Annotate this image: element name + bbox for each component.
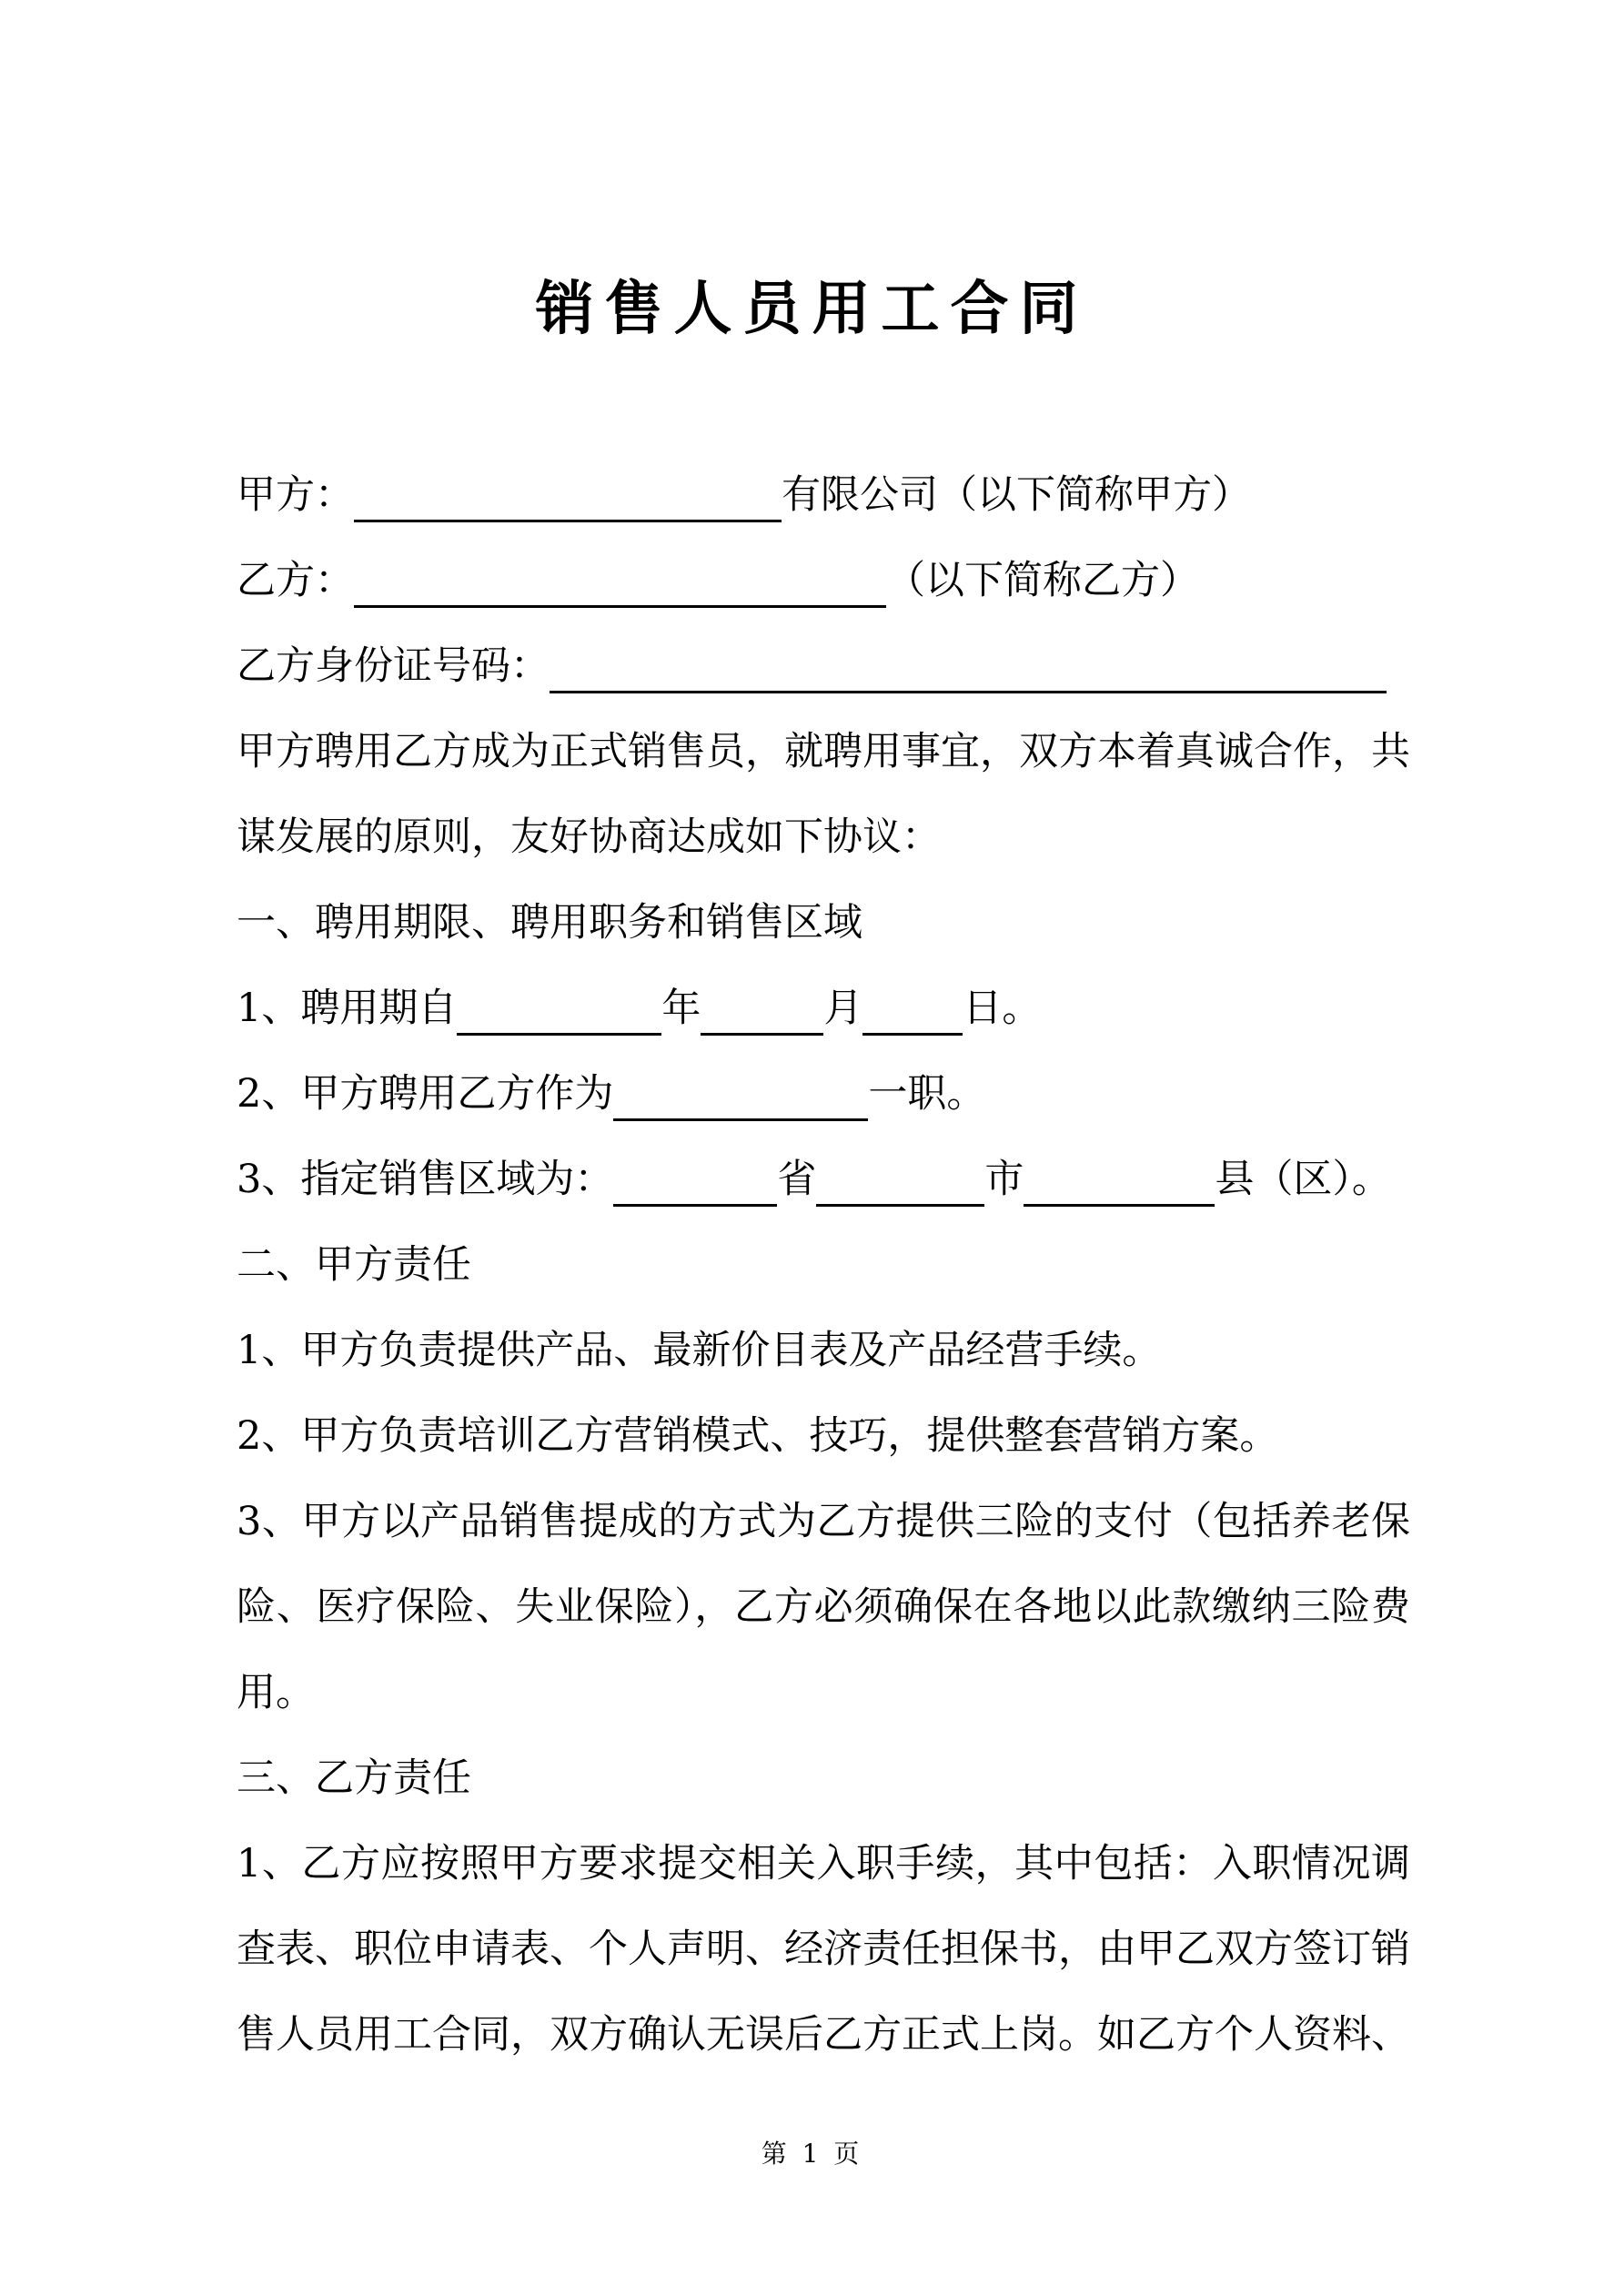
contract-line: [237, 623, 1410, 709]
line-text: 险、医疗保险、失业保险），乙方必须确保在各地以此款缴纳三险费: [237, 1584, 1410, 1630]
contract-line: [237, 794, 1410, 880]
line-text: 二、甲方责任: [237, 1242, 471, 1288]
fill-in-blank: [613, 1204, 777, 1207]
document-title: 销售人员用工合同: [535, 275, 1089, 343]
line-text: 售人员用工合同，双方确认无误后乙方正式上岗。如乙方个人资料、: [237, 2012, 1410, 2058]
line-text: 1、乙方应按照甲方要求提交相关入职手续，其中包括：入职情况调: [237, 1841, 1410, 1886]
fill-in-blank: [613, 1118, 868, 1121]
line-text: 1、聘用期自: [237, 986, 458, 1031]
line-text: 省: [777, 1157, 817, 1202]
contract-line: [237, 1821, 1410, 1907]
fill-in-blank: [354, 520, 782, 522]
line-text: 2、甲方负责培训乙方营销模式、技巧，提供整套营销方案。: [237, 1413, 1279, 1459]
contract-line: [237, 1564, 1410, 1650]
contract-line: [237, 1393, 1410, 1479]
line-text: 月: [823, 986, 863, 1031]
line-text: 一、聘用期限、聘用职务和销售区域: [237, 900, 862, 946]
line-text: 查表、职位申请表、个人声明、经济责任担保书，由甲乙双方签订销: [237, 1927, 1410, 1972]
line-text: 甲方：: [237, 472, 354, 518]
line-text: 用。: [237, 1670, 315, 1715]
fill-in-blank: [457, 1033, 661, 1036]
contract-line: [237, 1222, 1410, 1308]
contract-line: [237, 1992, 1410, 2078]
contract-line: [237, 966, 1410, 1051]
contract-line: [237, 1137, 1410, 1222]
contract-line: [237, 1479, 1410, 1564]
line-text: 年: [661, 986, 701, 1031]
fill-in-blank: [354, 605, 886, 608]
line-text: 3、甲方以产品销售提成的方式为乙方提供三险的支付（包括养老保: [237, 1499, 1410, 1544]
line-text: 甲方聘用乙方成为正式销售员，就聘用事宜，双方本着真诚合作，共: [237, 729, 1410, 774]
page-number: 第 1 页: [761, 2139, 863, 2169]
fill-in-blank: [1024, 1204, 1215, 1207]
fill-in-blank: [701, 1033, 823, 1036]
line-text: 三、乙方责任: [237, 1755, 471, 1801]
line-text: 县（区）。: [1215, 1157, 1391, 1202]
contract-line: [237, 452, 1410, 538]
fill-in-blank: [550, 691, 1387, 693]
line-text: 乙方：: [237, 558, 354, 603]
line-text: 市: [984, 1157, 1024, 1202]
contract-line: [237, 538, 1410, 623]
contract-line: [237, 1907, 1410, 1992]
contract-line: [237, 1735, 1410, 1821]
line-text: 谋发展的原则，友好协商达成如下协议：: [237, 814, 941, 860]
contract-line: [237, 1308, 1410, 1393]
contract-line: [237, 1051, 1410, 1137]
contract-line: [237, 1650, 1410, 1735]
line-text: 2、甲方聘用乙方作为: [237, 1071, 614, 1117]
line-text: 乙方身份证号码：: [237, 643, 550, 689]
line-text: 日。: [963, 986, 1042, 1031]
contract-body: [237, 452, 1410, 2078]
contract-line: [237, 880, 1410, 966]
contract-line: [237, 709, 1410, 794]
fill-in-blank: [862, 1033, 963, 1036]
line-text: （以下简称乙方）: [886, 558, 1199, 603]
line-text: 有限公司（以下简称甲方）: [782, 472, 1251, 518]
line-text: 3、指定销售区域为：: [237, 1157, 614, 1202]
fill-in-blank: [816, 1204, 984, 1207]
line-text: 一职。: [868, 1071, 986, 1117]
line-text: 1、甲方负责提供产品、最新价目表及产品经营手续。: [237, 1328, 1162, 1373]
